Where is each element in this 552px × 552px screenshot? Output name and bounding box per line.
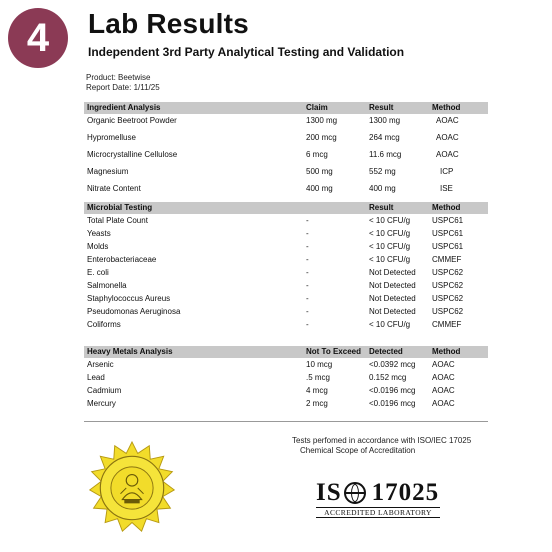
table-cell: CMMEF	[432, 255, 462, 264]
table-cell: AOAC	[432, 386, 455, 395]
table-cell: ISE	[440, 184, 453, 193]
table-row	[84, 358, 488, 371]
iso-17025-logo	[316, 480, 440, 518]
iso-logo-text-right: 17025	[371, 479, 440, 506]
table-row	[84, 305, 488, 318]
table-row	[84, 148, 488, 161]
page-subtitle: Independent 3rd Party Analytical Testing and Validation	[88, 45, 405, 59]
table-cell: < 10 CFU/g	[369, 229, 411, 238]
header-cell: Heavy Metals Analysis	[87, 347, 173, 356]
table-cell: Cadmium	[87, 386, 122, 395]
table-cell: Not Detected	[369, 268, 416, 277]
table-cell: 400 mg	[369, 184, 396, 193]
table-cell: Pseudomonas Aeruginosa	[87, 307, 181, 316]
header-cell: Result	[369, 203, 394, 212]
header-cell: Method	[432, 347, 461, 356]
table-cell: USPC62	[432, 268, 464, 277]
table-cell: Not Detected	[369, 307, 416, 316]
globe-icon	[344, 482, 366, 504]
table-cell: Hypromelluse	[87, 133, 136, 142]
table-row	[84, 114, 488, 127]
table-cell: -	[306, 229, 309, 238]
header-cell: Microbial Testing	[87, 203, 153, 212]
table-cell: USPC61	[432, 229, 464, 238]
table-cell: -	[306, 307, 309, 316]
table-row	[84, 131, 488, 144]
accreditation-scope: Chemical Scope of Accreditation	[300, 446, 416, 455]
table-cell: <0.0196 mcg	[369, 386, 416, 395]
table-row	[84, 182, 488, 195]
report-date: Report Date: 1/11/25	[86, 83, 160, 92]
table-cell: CMMEF	[432, 320, 462, 329]
header-cell: Result	[369, 103, 394, 112]
table-row	[84, 253, 488, 266]
table-cell: AOAC	[436, 133, 459, 142]
table-cell: AOAC	[432, 399, 455, 408]
table-cell: USPC61	[432, 216, 464, 225]
table-cell: 400 mg	[306, 184, 333, 193]
table-row	[84, 165, 488, 178]
table-cell: USPC62	[432, 294, 464, 303]
table-cell: 2 mcg	[306, 399, 328, 408]
table-cell: < 10 CFU/g	[369, 242, 411, 251]
table-row	[84, 227, 488, 240]
table-cell: -	[306, 242, 309, 251]
page-title: Lab Results	[88, 8, 249, 39]
table-cell: Staphylococcus Aureus	[87, 294, 171, 303]
table-cell: 200 mcg	[306, 133, 337, 142]
iso-logo-text-left: IS	[316, 479, 342, 506]
table-cell: Microcrystalline Cellulose	[87, 150, 178, 159]
table-cell: AOAC	[436, 150, 459, 159]
heavy-metals-header	[84, 346, 488, 358]
table-cell: Arsenic	[87, 360, 114, 369]
table-cell: 500 mg	[306, 167, 333, 176]
microbial-testing-header	[84, 202, 488, 214]
table-cell: -	[306, 320, 309, 329]
table-row	[84, 214, 488, 227]
table-cell: Enterobacteriaceae	[87, 255, 157, 264]
table-row	[84, 384, 488, 397]
header-cell: Not To Exceed	[306, 347, 361, 356]
table-cell: < 10 CFU/g	[369, 216, 411, 225]
table-cell: AOAC	[432, 373, 455, 382]
table-cell: USPC61	[432, 242, 464, 251]
table-cell: -	[306, 281, 309, 290]
table-cell: -	[306, 255, 309, 264]
header-cell: Claim	[306, 103, 328, 112]
table-cell: 1300 mg	[306, 116, 338, 125]
section-divider	[84, 421, 488, 422]
table-cell: E. coli	[87, 268, 109, 277]
table-cell: 11.6 mcg	[369, 150, 402, 159]
table-cell: 10 mcg	[306, 360, 333, 369]
table-cell: <0.0392 mcg	[369, 360, 416, 369]
table-cell: Salmonella	[87, 281, 127, 290]
iso-logo-subtitle: ACCREDITED LABORATORY	[316, 507, 440, 518]
table-cell: AOAC	[432, 360, 455, 369]
table-cell: Total Plate Count	[87, 216, 148, 225]
table-cell: Molds	[87, 242, 109, 251]
accreditation-note: Tests perfomed in accordance with ISO/IEC 17025	[292, 436, 472, 445]
table-cell: 264 mcg	[369, 133, 400, 142]
table-cell: Yeasts	[87, 229, 111, 238]
table-cell: Not Detected	[369, 294, 416, 303]
ingredient-analysis-header	[84, 102, 488, 114]
step-number-badge: 4	[8, 8, 68, 68]
table-cell: 6 mcg	[306, 150, 328, 159]
table-cell: 0.152 mcg	[369, 373, 407, 382]
header-cell: Method	[432, 103, 461, 112]
table-cell: Not Detected	[369, 281, 416, 290]
table-cell: < 10 CFU/g	[369, 320, 411, 329]
table-cell: Lead	[87, 373, 105, 382]
table-row	[84, 318, 488, 331]
table-cell: < 10 CFU/g	[369, 255, 411, 264]
table-cell: USPC62	[432, 307, 464, 316]
table-row	[84, 371, 488, 384]
table-row	[84, 240, 488, 253]
table-cell: AOAC	[436, 116, 459, 125]
table-cell: <0.0196 mcg	[369, 399, 416, 408]
table-row	[84, 279, 488, 292]
table-row	[84, 397, 488, 410]
table-cell: Organic Beetroot Powder	[87, 116, 177, 125]
product-line: Product: Beetwise	[86, 73, 151, 82]
header-cell: Detected	[369, 347, 403, 356]
table-row	[84, 292, 488, 305]
header-cell: Ingredient Analysis	[87, 103, 161, 112]
table-cell: .5 mcg	[306, 373, 331, 382]
table-cell: USPC62	[432, 281, 464, 290]
table-cell: 1300 mg	[369, 116, 401, 125]
table-cell: -	[306, 268, 309, 277]
table-cell: -	[306, 294, 309, 303]
table-cell: 552 mg	[369, 167, 396, 176]
table-cell: Coliforms	[87, 320, 121, 329]
table-cell: -	[306, 216, 309, 225]
table-cell: Mercury	[87, 399, 116, 408]
table-cell: Magnesium	[87, 167, 129, 176]
table-cell: 4 mcg	[306, 386, 328, 395]
table-cell: Nitrate Content	[87, 184, 141, 193]
table-cell: ICP	[440, 167, 454, 176]
table-row	[84, 266, 488, 279]
header-cell: Method	[432, 203, 461, 212]
lab-seal-emblem	[84, 440, 180, 536]
